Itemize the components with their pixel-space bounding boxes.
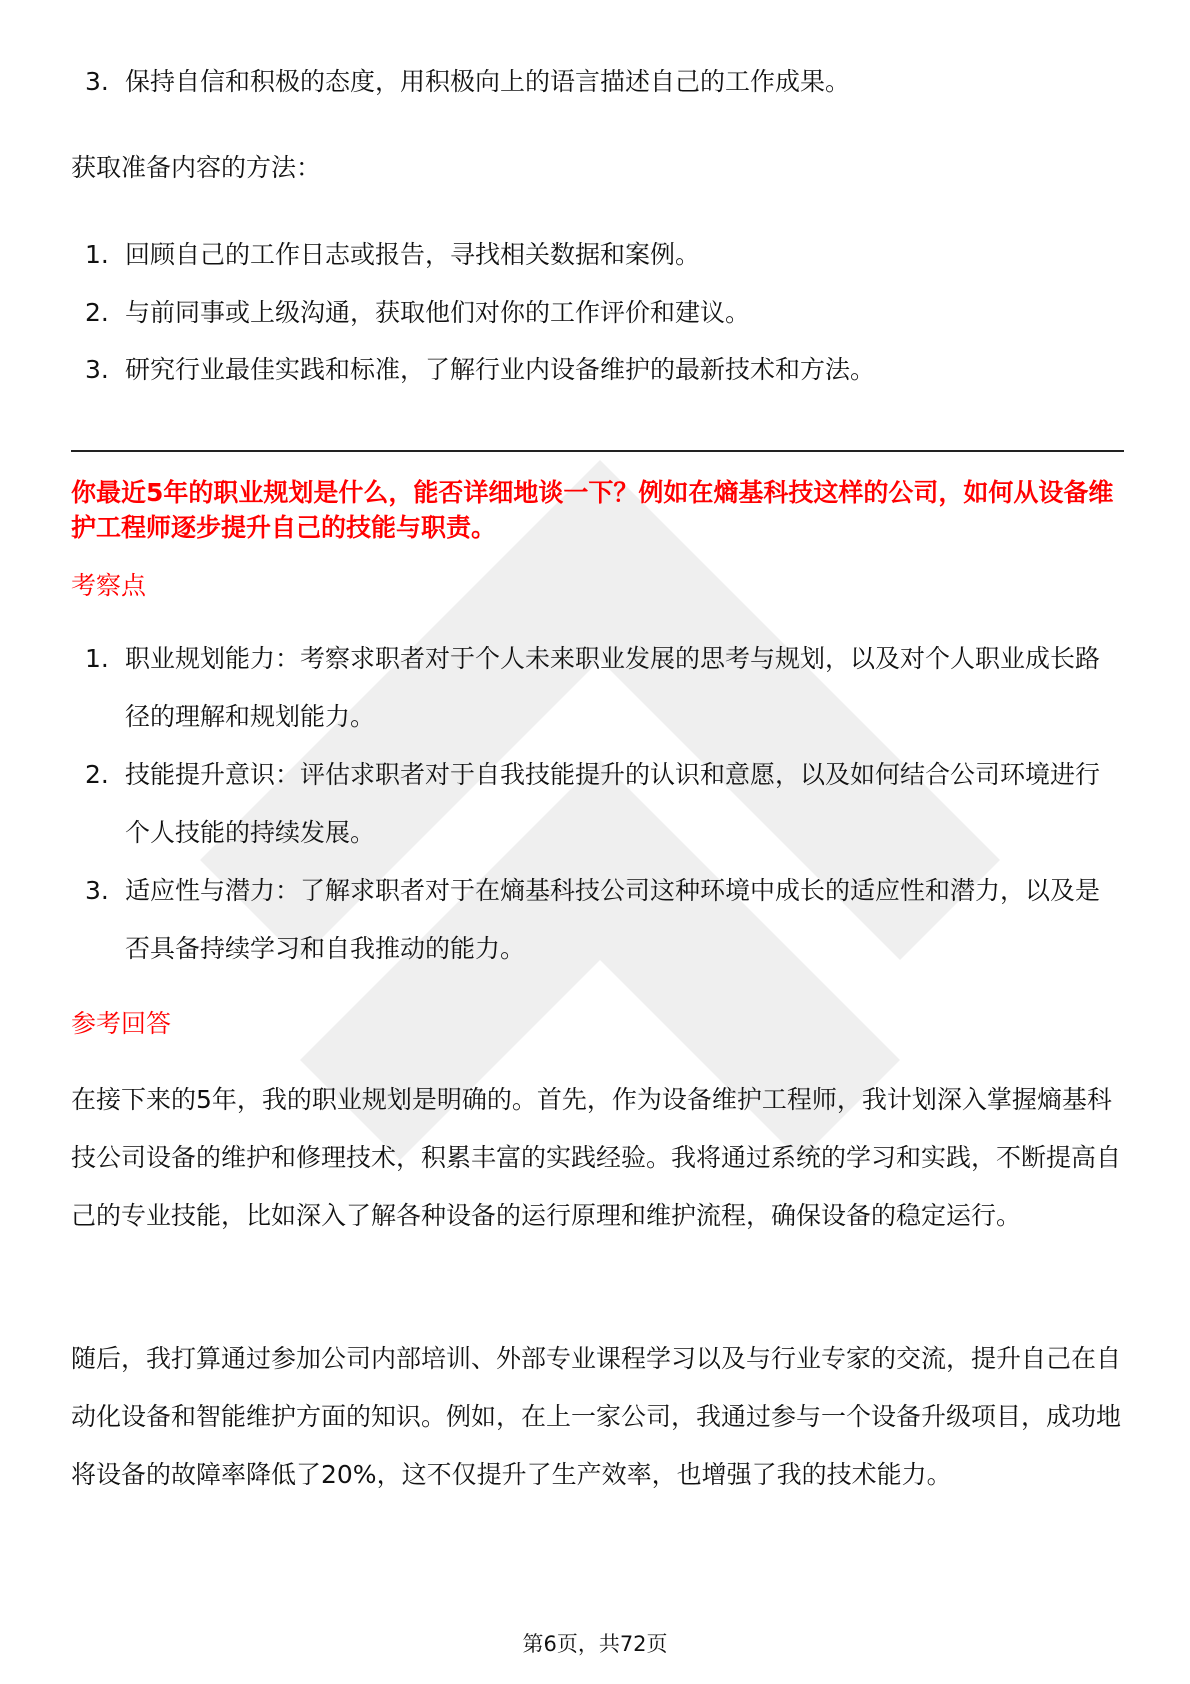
list-item: 2. 技能提升意识：评估求职者对于自我技能提升的认识和意愿，以及如何结合公司环境进行个人技能的持续发展。 xyxy=(85,760,1101,847)
divider xyxy=(71,450,1124,452)
answer-title: 参考回答 xyxy=(71,1009,172,1038)
list-item: 1. 职业规划能力：考察求职者对于个人未来职业发展的思考与规划，以及对个人职业成长路径的理解和规划能力。 xyxy=(85,644,1101,731)
page-number: 第6页，共72页 xyxy=(522,1632,668,1656)
list-item: 3. 适应性与潜力：了解求职者对于在熵基科技公司这种环境中成长的适应性和潜力，以及是否具备持续学习和自我推动的能力。 xyxy=(85,876,1101,963)
method-title: 获取准备内容的方法： xyxy=(71,153,322,182)
list-item: 2. 与前同事或上级沟通，获取他们对你的工作评价和建议。 xyxy=(85,298,751,327)
answer-paragraph: 随后，我打算通过参加公司内部培训、外部专业课程学习以及与行业专家的交流，提升自己在自动化设备和智能维护方面的知识。例如，在上一家公司，我通过参与一个设备升级项目，成功地将设备的故障率降低了20%，这不仅提升了生产效率，也增强了我的技术能力。 xyxy=(71,1344,1122,1489)
list-item: 1. 回顾自己的工作日志或报告，寻找相关数据和案例。 xyxy=(85,240,701,269)
question-heading: 你最近5年的职业规划是什么，能否详细地谈一下？例如在熵基科技这样的公司，如何从设备维护工程师逐步提升自己的技能与职责。 xyxy=(71,478,1114,542)
list-item: 3. 研究行业最佳实践和标准，了解行业内设备维护的最新技术和方法。 xyxy=(85,355,876,384)
answer-paragraph: 在接下来的5年，我的职业规划是明确的。首先，作为设备维护工程师，我计划深入掌握熵基科技公司设备的维护和修理技术，积累丰富的实践经验。我将通过系统的学习和实践，不断提高自己的专业技能，比如深入了解各种设备的运行原理和维护流程，确保设备的稳定运行。 xyxy=(71,1085,1122,1230)
points-title: 考察点 xyxy=(71,571,147,600)
list-item: 3. 保持自信和积极的态度，用积极向上的语言描述自己的工作成果。 xyxy=(85,67,851,96)
